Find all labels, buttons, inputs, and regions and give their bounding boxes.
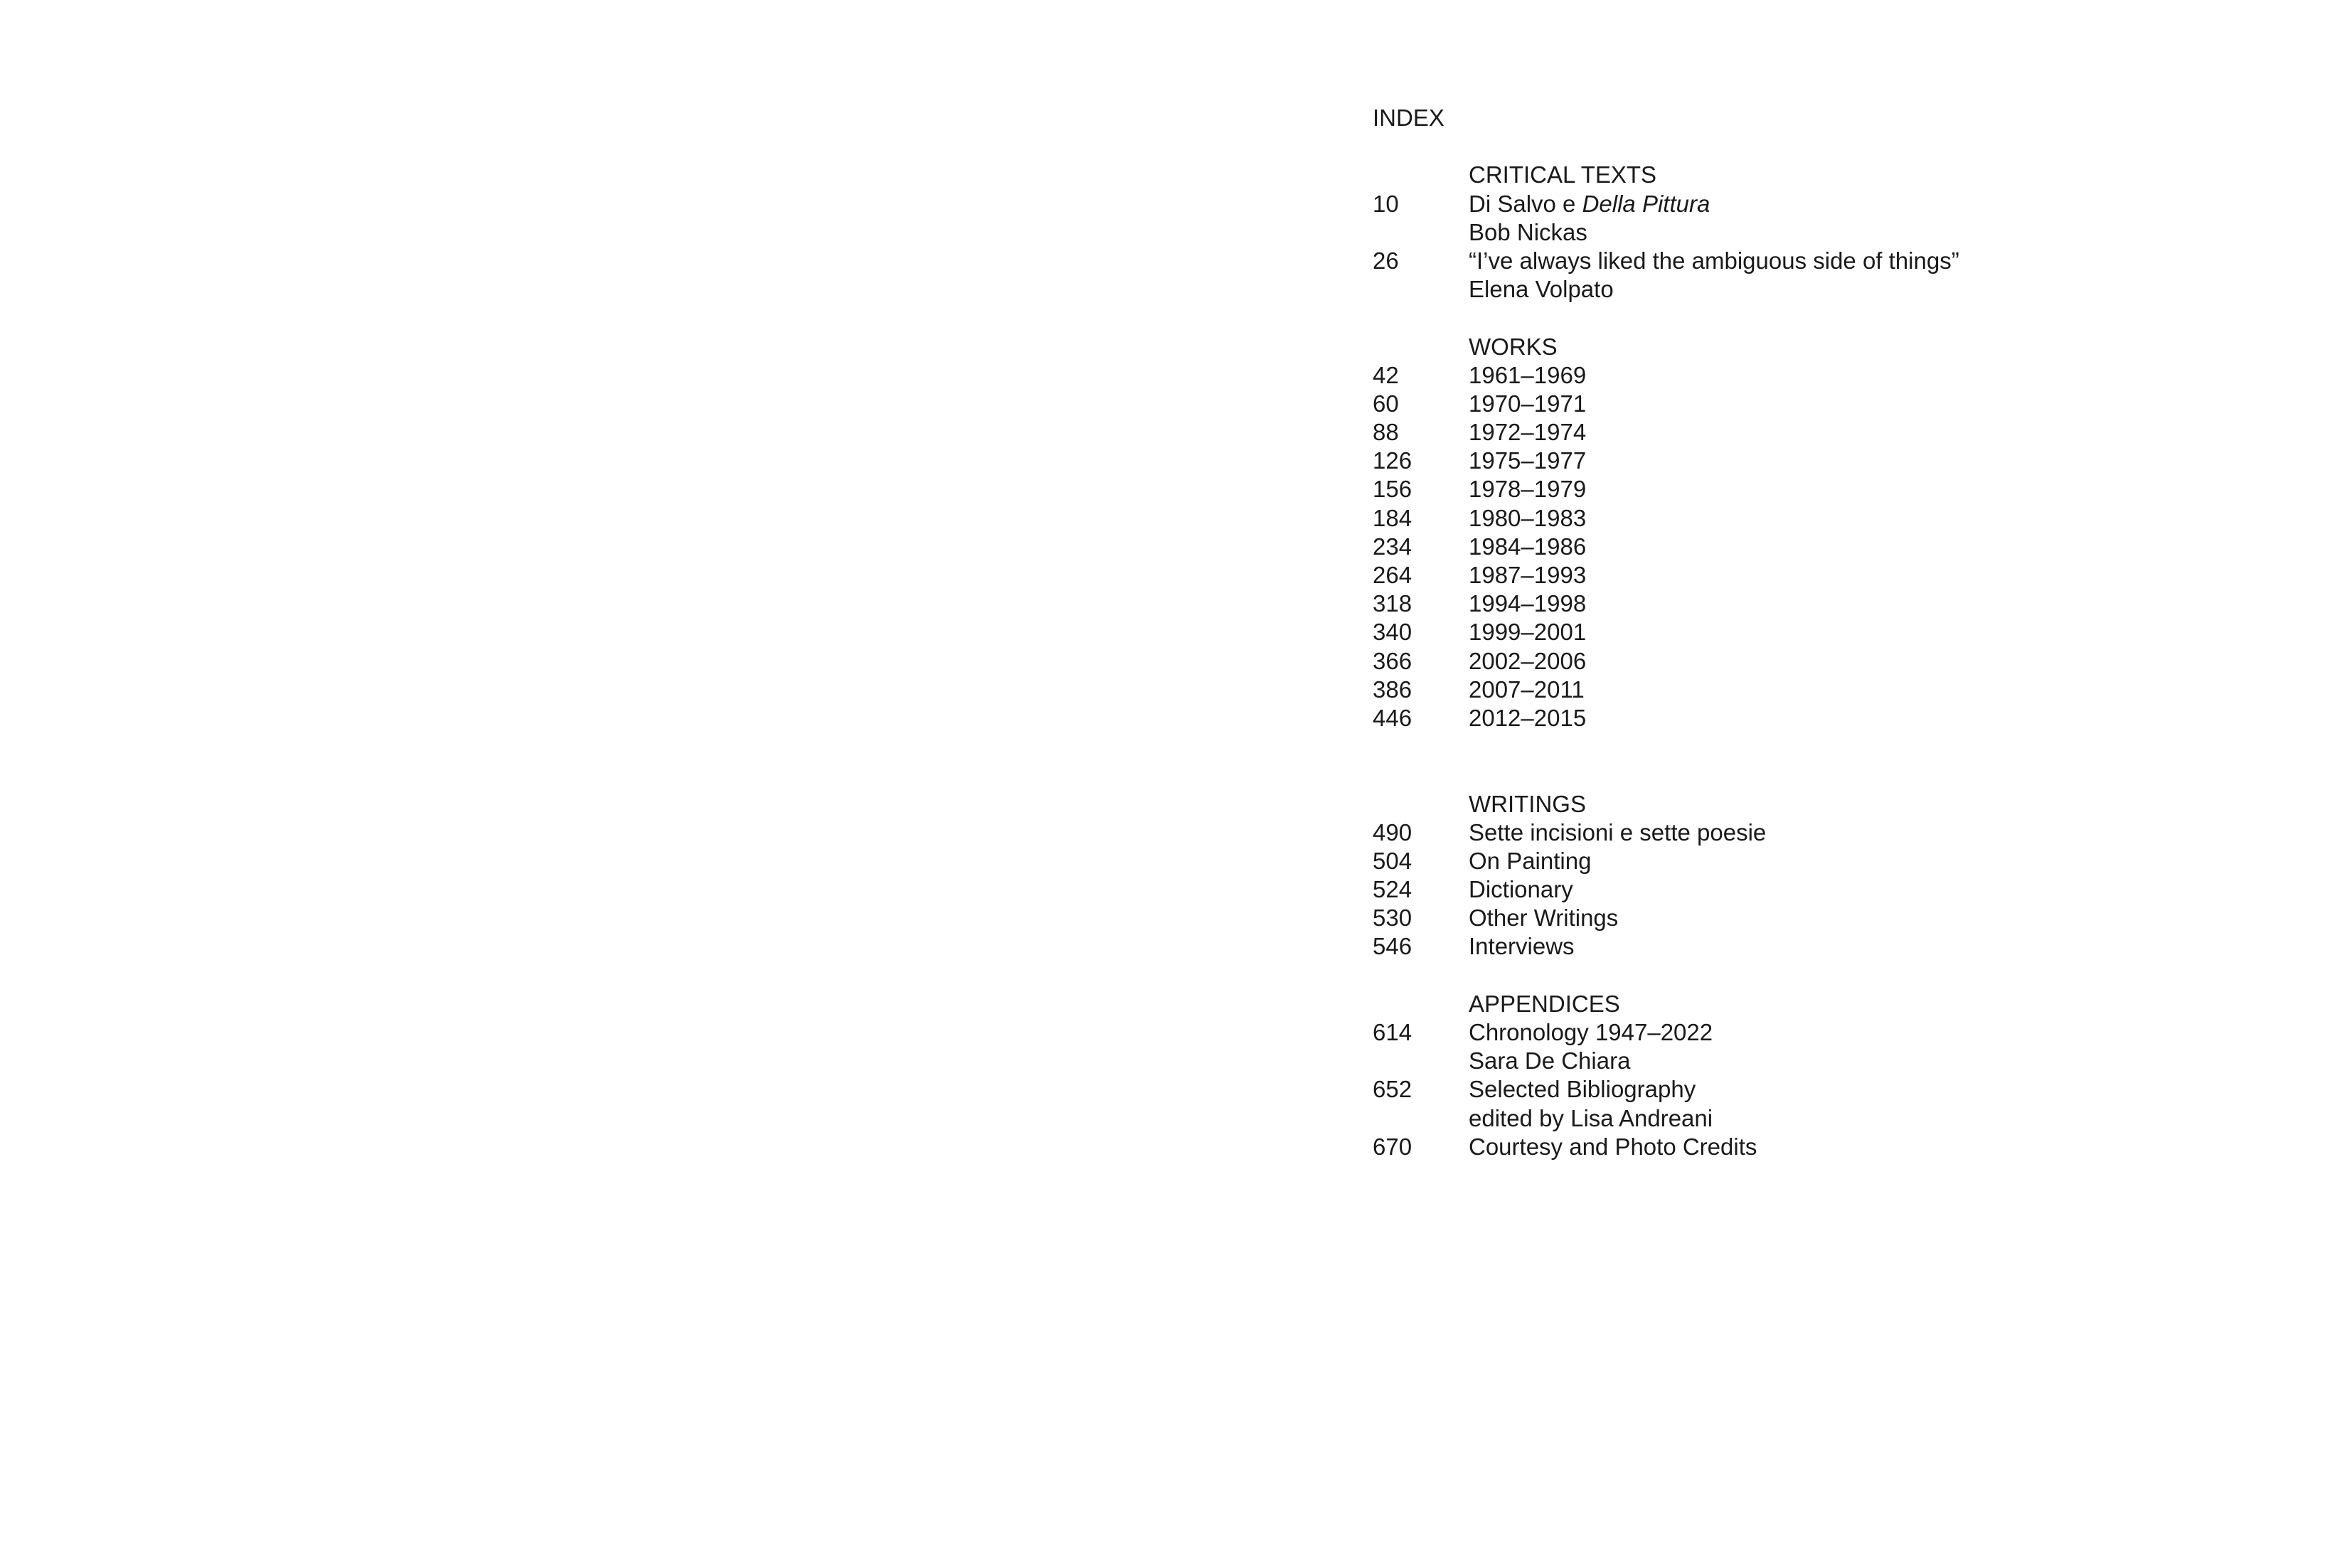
toc-entry	[1373, 875, 1959, 904]
entry-title-italic: Della Pittura	[1582, 190, 1710, 217]
toc-entry	[1373, 361, 1959, 390]
page-number: 42	[1373, 361, 1399, 388]
section-heading-critical-texts: CRITICAL TEXTS	[1469, 161, 1657, 188]
toc-entry	[1373, 704, 1959, 732]
spacer	[1373, 961, 1959, 990]
toc-entry	[1373, 904, 1959, 932]
toc-entry	[1373, 932, 1959, 961]
spacer	[1373, 304, 1959, 332]
toc-entry-author-row	[1373, 1047, 1959, 1075]
toc-entry	[1373, 504, 1959, 533]
toc-entry	[1373, 561, 1959, 590]
entry-author: Sara De Chiara	[1469, 1047, 1631, 1074]
page-number: 490	[1373, 818, 1412, 846]
page-number: 88	[1373, 419, 1399, 446]
page-number: 26	[1373, 247, 1399, 274]
section-heading-works: WORKS	[1469, 333, 1558, 360]
entry-title: 1975–1977	[1469, 447, 1587, 474]
page-number: 546	[1373, 933, 1412, 960]
section-heading-row	[1373, 333, 1959, 361]
entry-title: 1972–1974	[1469, 419, 1587, 446]
page-number: 156	[1373, 476, 1412, 503]
page-number: 524	[1373, 876, 1412, 903]
toc-entry	[1373, 676, 1959, 704]
entry-title: Chronology 1947–2022	[1469, 1019, 1713, 1046]
page-number: 318	[1373, 590, 1412, 617]
toc-entry	[1373, 618, 1959, 646]
toc-entry	[1373, 447, 1959, 475]
page-number: 264	[1373, 562, 1412, 588]
page-number: 614	[1373, 1019, 1412, 1046]
toc-entry-author-row	[1373, 1104, 1959, 1133]
entry-title: 1984–1986	[1469, 533, 1587, 560]
entry-title: 1999–2001	[1469, 619, 1587, 646]
toc-entry	[1373, 475, 1959, 503]
page-number: 234	[1373, 533, 1412, 560]
index-title: INDEX	[1373, 105, 1444, 131]
page-number: 670	[1373, 1133, 1412, 1160]
toc-entry	[1373, 390, 1959, 418]
entry-author: Bob Nickas	[1469, 218, 1587, 245]
entry-title: 1994–1998	[1469, 590, 1587, 617]
page-number: 652	[1373, 1076, 1412, 1103]
toc-entry	[1373, 847, 1959, 875]
toc-entry	[1373, 247, 1959, 275]
entry-title: 2007–2011	[1469, 676, 1585, 703]
section-heading-row	[1373, 990, 1959, 1018]
entry-title: 1978–1979	[1469, 476, 1587, 503]
entry-title: “I’ve always liked the ambiguous side of things”	[1469, 247, 1959, 274]
page-number: 366	[1373, 647, 1412, 674]
toc-entry	[1373, 647, 1959, 676]
page-number: 386	[1373, 676, 1412, 703]
page-number: 340	[1373, 619, 1412, 646]
page-number: 10	[1373, 190, 1399, 217]
entry-title	[1469, 190, 1710, 218]
section-heading-appendices: APPENDICES	[1469, 990, 1620, 1017]
entry-title: Other Writings	[1469, 905, 1619, 932]
toc-entry	[1373, 418, 1959, 447]
entry-title: On Painting	[1469, 847, 1592, 874]
entry-author: Elena Volpato	[1469, 276, 1614, 303]
entry-title: 1980–1983	[1469, 504, 1587, 531]
entry-title: 2012–2015	[1469, 704, 1587, 731]
toc-entry	[1373, 590, 1959, 618]
section-heading-row	[1373, 790, 1959, 818]
page-number: 446	[1373, 704, 1412, 731]
toc-entry	[1373, 1075, 1959, 1104]
entry-title: 2002–2006	[1469, 647, 1587, 674]
section-heading-row	[1373, 161, 1959, 189]
section-heading-writings: WRITINGS	[1469, 790, 1586, 817]
entry-title: 1987–1993	[1469, 562, 1587, 588]
toc-entry-author-row	[1373, 275, 1959, 304]
entry-title: Courtesy and Photo Credits	[1469, 1133, 1757, 1160]
toc-entry	[1373, 818, 1959, 847]
page-number: 504	[1373, 847, 1412, 874]
page-number: 126	[1373, 447, 1412, 474]
toc-entry	[1373, 1018, 1959, 1047]
spacer	[1373, 132, 1959, 161]
page-number: 184	[1373, 504, 1412, 531]
entry-author: edited by Lisa Andreani	[1469, 1104, 1713, 1131]
spacer	[1373, 732, 1959, 789]
entry-title: 1970–1971	[1469, 390, 1587, 417]
table-of-contents	[1373, 104, 1959, 1161]
toc-entry	[1373, 533, 1959, 561]
entry-title: Sette incisioni e sette poesie	[1469, 818, 1767, 846]
entry-title: Interviews	[1469, 933, 1575, 960]
page-number: 60	[1373, 390, 1399, 417]
toc-entry-author-row	[1373, 218, 1959, 247]
page-number: 530	[1373, 905, 1412, 932]
entry-title: 1961–1969	[1469, 361, 1587, 388]
index-title-row	[1373, 104, 1959, 132]
entry-title: Dictionary	[1469, 876, 1573, 903]
toc-entry	[1373, 1133, 1959, 1161]
entry-title-prefix: Di Salvo e	[1469, 190, 1582, 217]
toc-entry	[1373, 190, 1959, 218]
entry-title: Selected Bibliography	[1469, 1076, 1696, 1103]
